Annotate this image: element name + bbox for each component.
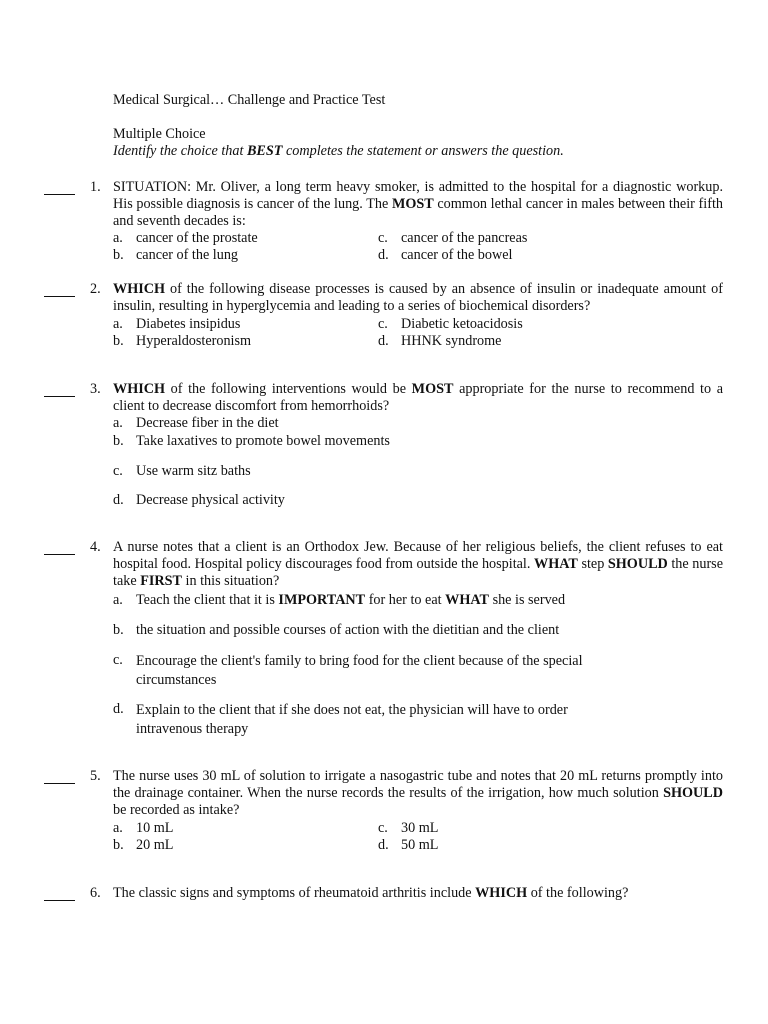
- answer-blank[interactable]: [44, 783, 75, 784]
- option-a: a. cancer of the prostate: [113, 230, 258, 246]
- option-d: d. cancer of the bowel: [378, 247, 513, 263]
- option-d: d. Decrease physical activity: [113, 492, 285, 508]
- question-text: A nurse notes that a client is an Orthodox Jew. Because of her religious beliefs, the client refuses to eat hospital food. Hospital policy discourages food from outside the hospital. WHAT step SHOULD the nurse take FIRST in this situation?: [113, 539, 723, 589]
- question-number: 2.: [90, 281, 101, 297]
- option-b: b. the situation and possible courses of action with the dietitian and the client: [113, 622, 560, 638]
- option-d: d. 50 mL: [378, 837, 439, 853]
- question-text: WHICH of the following interventions would be MOST appropriate for the nurse to recommend to a client to decrease discomfort from hemorrhoids?: [113, 381, 723, 414]
- option-a: a. Diabetes insipidus: [113, 316, 241, 332]
- document-title: Medical Surgical… Challenge and Practice Test: [113, 92, 386, 108]
- question-number: 6.: [90, 885, 101, 901]
- question-text: The nurse uses 30 mL of solution to irrigate a nasogastric tube and notes that 20 mL returns promptly into the drainage container. When the nurse records the results of the irrigation, how much solution SHOULD be recorded as intake?: [113, 768, 723, 818]
- question-number: 4.: [90, 539, 101, 555]
- option-b: b. 20 mL: [113, 837, 174, 853]
- question-text: WHICH of the following disease processes is caused by an absence of insulin or inadequate amount of insulin, resulting in hyperglycemia and leading to a series of biochemical disorders?: [113, 281, 723, 314]
- option-c: c. Diabetic ketoacidosis: [378, 316, 523, 332]
- option-c: c. Encourage the client's family to bring food for the client because of the special circumstances: [113, 652, 583, 688]
- option-a: a. Decrease fiber in the diet: [113, 415, 279, 431]
- instructions: Identify the choice that BEST completes the statement or answers the question.: [113, 143, 564, 159]
- answer-blank[interactable]: [44, 554, 75, 555]
- answer-blank[interactable]: [44, 194, 75, 195]
- option-b: b. Take laxatives to promote bowel movements: [113, 433, 390, 449]
- question-number: 1.: [90, 179, 101, 195]
- option-b: b. Hyperaldosteronism: [113, 333, 252, 349]
- option-c: c. Use warm sitz baths: [113, 463, 251, 479]
- option-b: b. cancer of the lung: [113, 247, 239, 263]
- answer-blank[interactable]: [44, 900, 75, 901]
- option-c: c. 30 mL: [378, 820, 439, 836]
- option-c: c. cancer of the pancreas: [378, 230, 528, 246]
- option-d: d. HHNK syndrome: [378, 333, 502, 349]
- option-a: a. 10 mL: [113, 820, 174, 836]
- option-d: d. Explain to the client that if she does not eat, the physician will have to order intravenous therapy: [113, 701, 568, 737]
- question-text: The classic signs and symptoms of rheumatoid arthritis include WHICH of the following?: [113, 885, 629, 901]
- question-number: 3.: [90, 381, 101, 397]
- section-heading: Multiple Choice: [113, 126, 206, 142]
- answer-blank[interactable]: [44, 296, 75, 297]
- question-text: SITUATION: Mr. Oliver, a long term heavy smoker, is admitted to the hospital for a diagnostic workup. His possible diagnosis is cancer of the lung. The MOST common lethal cancer in males between their fifth and seventh decades is:: [113, 179, 723, 229]
- answer-blank[interactable]: [44, 396, 75, 397]
- option-a: a. Teach the client that it is IMPORTANT for her to eat WHAT she is served: [113, 592, 566, 608]
- question-number: 5.: [90, 768, 101, 784]
